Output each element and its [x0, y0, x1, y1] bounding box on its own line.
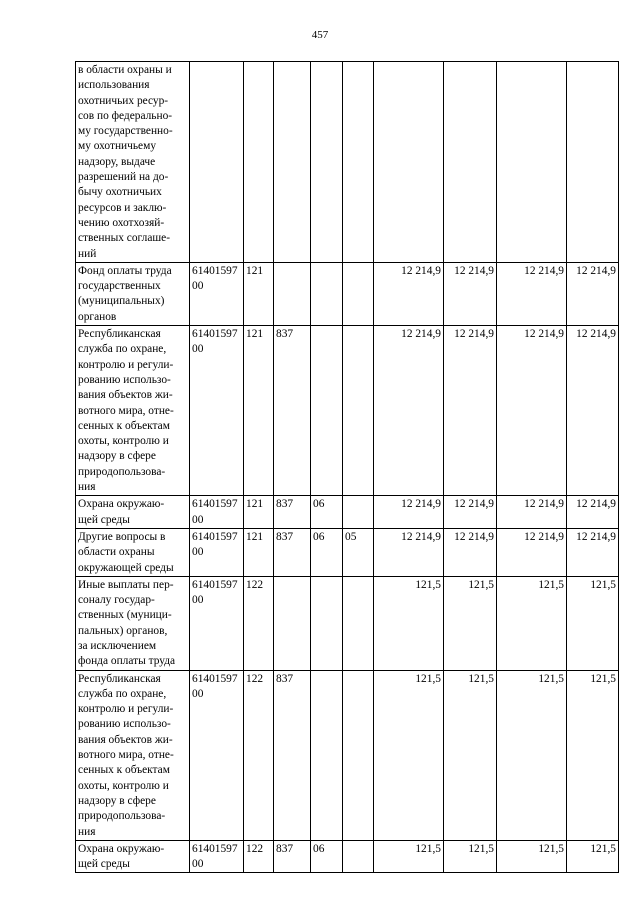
administrator-cell	[274, 262, 311, 325]
expense-type-cell: 122	[244, 670, 274, 840]
amount-cell-4: 12 214,9	[567, 528, 619, 576]
administrator-cell: 837	[274, 326, 311, 496]
expense-type-cell: 122	[244, 840, 274, 873]
amount-cell-3	[497, 62, 567, 263]
amount-cell-3: 12 214,9	[497, 496, 567, 529]
subsection-cell: 05	[343, 528, 374, 576]
amount-cell-4: 12 214,9	[567, 326, 619, 496]
target-article-cell: 61401597 00	[190, 326, 244, 496]
amount-cell-2	[444, 62, 497, 263]
target-article-cell: 61401597 00	[190, 670, 244, 840]
amount-cell-1: 12 214,9	[374, 496, 444, 529]
administrator-cell: 837	[274, 528, 311, 576]
row-name-cell: Республиканская служба по охране, контролю и регули- рованию использо- вания объектов жи- вотного мира, отне- сенных к объектам охоты, контролю и надзору в сфере природопользова- ния	[76, 326, 190, 496]
table-row	[76, 840, 619, 873]
target-article-cell: 61401597 00	[190, 528, 244, 576]
amount-cell-4: 121,5	[567, 840, 619, 873]
amount-cell-1: 12 214,9	[374, 326, 444, 496]
expense-type-cell: 121	[244, 496, 274, 529]
amount-cell-1: 121,5	[374, 840, 444, 873]
section-cell: 06	[311, 496, 343, 529]
administrator-cell: 837	[274, 496, 311, 529]
amount-cell-4	[567, 62, 619, 263]
amount-cell-4: 121,5	[567, 670, 619, 840]
target-article-cell: 61401597 00	[190, 496, 244, 529]
subsection-cell	[343, 670, 374, 840]
amount-cell-2: 12 214,9	[444, 262, 497, 325]
row-name-cell: Охрана окружаю- щей среды	[76, 496, 190, 529]
amount-cell-3: 12 214,9	[497, 262, 567, 325]
amount-cell-1: 121,5	[374, 576, 444, 670]
subsection-cell	[343, 840, 374, 873]
row-name-cell: Фонд оплаты труда государственных (муниципальных) органов	[76, 262, 190, 325]
expense-type-cell	[244, 62, 274, 263]
administrator-cell	[274, 62, 311, 263]
amount-cell-2: 12 214,9	[444, 496, 497, 529]
page-number: 457	[311, 29, 329, 41]
amount-cell-3: 121,5	[497, 670, 567, 840]
administrator-cell: 837	[274, 840, 311, 873]
amount-cell-4: 12 214,9	[567, 262, 619, 325]
amount-cell-2: 12 214,9	[444, 528, 497, 576]
amount-cell-1: 12 214,9	[374, 262, 444, 325]
section-cell	[311, 670, 343, 840]
table-row	[76, 528, 619, 576]
section-cell: 06	[311, 528, 343, 576]
amount-cell-2: 121,5	[444, 576, 497, 670]
amount-cell-1: 12 214,9	[374, 528, 444, 576]
section-cell	[311, 262, 343, 325]
section-cell	[311, 326, 343, 496]
subsection-cell	[343, 62, 374, 263]
target-article-cell: 61401597 00	[190, 840, 244, 873]
row-name-cell: Охрана окружаю- щей среды	[76, 840, 190, 873]
row-name-cell: Другие вопросы в области охраны окружающей среды	[76, 528, 190, 576]
amount-cell-2: 12 214,9	[444, 326, 497, 496]
amount-cell-3: 12 214,9	[497, 326, 567, 496]
expense-type-cell: 121	[244, 528, 274, 576]
amount-cell-2: 121,5	[444, 840, 497, 873]
table-row	[76, 576, 619, 670]
target-article-cell: 61401597 00	[190, 576, 244, 670]
section-cell	[311, 576, 343, 670]
administrator-cell: 837	[274, 670, 311, 840]
row-name-cell: Иные выплаты пер- соналу государ- ственных (муници- пальных) органов, за исключением фонда оплаты труда	[76, 576, 190, 670]
target-article-cell: 61401597 00	[190, 262, 244, 325]
subsection-cell	[343, 262, 374, 325]
table-row	[76, 670, 619, 840]
amount-cell-4: 121,5	[567, 576, 619, 670]
budget-table	[75, 61, 619, 873]
subsection-cell	[343, 576, 374, 670]
amount-cell-3: 121,5	[497, 840, 567, 873]
amount-cell-3: 12 214,9	[497, 528, 567, 576]
target-article-cell	[190, 62, 244, 263]
row-name-cell: Республиканская служба по охране, контролю и регули- рованию использо- вания объектов жи- вотного мира, отне- сенных к объектам охоты, контролю и надзору в сфере природопользова- ния	[76, 670, 190, 840]
table-row	[76, 496, 619, 529]
table-row	[76, 62, 619, 263]
amount-cell-3: 121,5	[497, 576, 567, 670]
section-cell: 06	[311, 840, 343, 873]
table-row	[76, 326, 619, 496]
table-body	[76, 62, 619, 873]
amount-cell-1: 121,5	[374, 670, 444, 840]
subsection-cell	[343, 326, 374, 496]
row-name-cell: в области охраны и использования охотничьих ресур- сов по федерально- му государственно- му охотничьему надзору, выдаче разрешений на до- бычу охотничьих ресурсов и заклю- чению охотхозяй- ственных соглаше- ний	[76, 62, 190, 263]
section-cell	[311, 62, 343, 263]
table-row	[76, 262, 619, 325]
amount-cell-1	[374, 62, 444, 263]
expense-type-cell: 121	[244, 326, 274, 496]
amount-cell-4: 12 214,9	[567, 496, 619, 529]
subsection-cell	[343, 496, 374, 529]
expense-type-cell: 122	[244, 576, 274, 670]
amount-cell-2: 121,5	[444, 670, 497, 840]
administrator-cell	[274, 576, 311, 670]
expense-type-cell: 121	[244, 262, 274, 325]
